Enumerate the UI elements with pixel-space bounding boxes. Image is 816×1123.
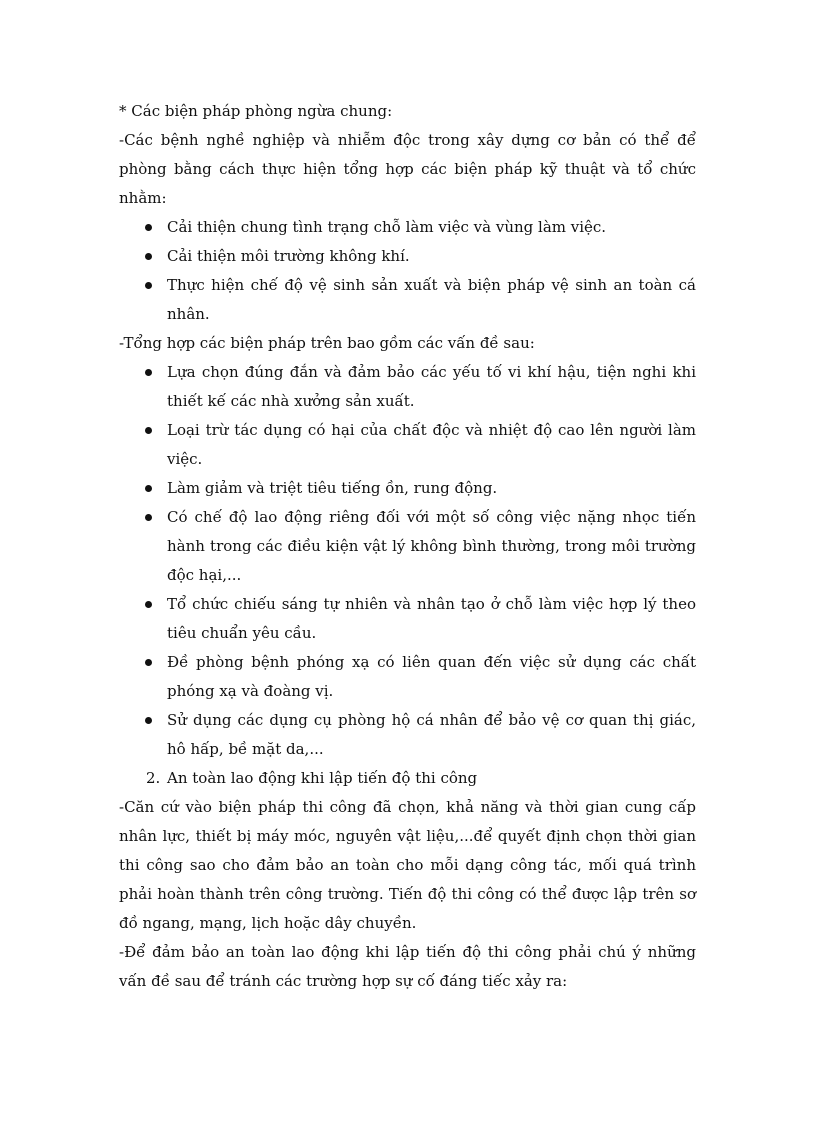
list-item: [119, 474, 696, 503]
bullet-icon: [145, 224, 152, 231]
improvement-list: [119, 213, 696, 329]
bullet-icon: [145, 514, 152, 521]
list-item-text: Cải thiện chung tình trạng chỗ làm việc và vùng làm việc.: [167, 218, 607, 236]
list-item: [119, 213, 696, 242]
list-item: [119, 271, 696, 329]
bullet-icon: [145, 717, 152, 724]
closing-paragraph: -Để đảm bảo an toàn lao động khi lập tiến độ thi công phải chú ý những vấn đề sau để tránh các trường hợp sự cố đáng tiếc xảy ra:: [119, 943, 696, 990]
list-item: [119, 416, 696, 474]
bullet-icon: [145, 369, 152, 376]
list-item-text: Sử dụng các dụng cụ phòng hộ cá nhân để bảo vệ cơ quan thị giác, hô hấp, bề mặt da,...: [167, 711, 696, 758]
summary-paragraph: -Tổng hợp các biện pháp trên bao gồm các vấn đề sau:: [119, 334, 535, 352]
bullet-icon: [145, 282, 152, 289]
bullet-icon: [145, 601, 152, 608]
list-item: [119, 242, 696, 271]
list-item-text: Cải thiện môi trường không khí.: [167, 247, 410, 265]
section-number: 2.: [146, 769, 161, 787]
section-heading: [119, 764, 696, 793]
list-item-text: Thực hiện chế độ vệ sinh sản xuất và biện pháp vệ sinh an toàn cá nhân.: [167, 276, 696, 323]
list-item: [119, 358, 696, 416]
list-item-text: Loại trừ tác dụng có hại của chất độc và nhiệt độ cao lên người làm việc.: [167, 421, 696, 468]
bullet-icon: [145, 427, 152, 434]
section-title: An toàn lao động khi lập tiến độ thi công: [167, 769, 478, 787]
list-item: [119, 503, 696, 590]
document-body: [119, 97, 696, 996]
bullet-icon: [145, 485, 152, 492]
bullet-icon: [145, 253, 152, 260]
list-item: [119, 706, 696, 764]
list-item-text: Có chế độ lao động riêng đối với một số công việc nặng nhọc tiến hành trong các điều kiện vật lý không bình thường, trong môi trường độc hại,...: [167, 508, 696, 584]
schedule-paragraph: -Căn cứ vào biện pháp thi công đã chọn, khả năng và thời gian cung cấp nhân lực, thiết bị máy móc, nguyên vật liệu,...để quyết định chọn thời gian thi công sao cho đảm bảo an toàn cho mỗi dạng công tác, mối quá trình phải hoàn thành trên công trường. Tiến độ thi công có thể được lập trên sơ đồ ngang, mạng, lịch hoặc dây chuyền.: [119, 798, 696, 932]
list-item-text: Đề phòng bệnh phóng xạ có liên quan đến việc sử dụng các chất phóng xạ và đoàng vị.: [167, 653, 696, 700]
list-item-text: Làm giảm và triệt tiêu tiếng ồn, rung động.: [167, 479, 498, 497]
list-item-text: Lựa chọn đúng đắn và đảm bảo các yếu tố vi khí hậu, tiện nghi khi thiết kế các nhà xưởng sản xuất.: [167, 363, 696, 410]
general-measures-heading: * Các biện pháp phòng ngừa chung:: [119, 102, 393, 120]
list-item-text: Tổ chức chiếu sáng tự nhiên và nhân tạo ở chỗ làm việc hợp lý theo tiêu chuẩn yêu cầu.: [167, 595, 696, 642]
list-item: [119, 648, 696, 706]
list-item: [119, 590, 696, 648]
intro-paragraph: -Các bệnh nghề nghiệp và nhiễm độc trong xây dựng cơ bản có thể để phòng bằng cách thực hiện tổng hợp các biện pháp kỹ thuật và tổ chức nhằm:: [119, 131, 696, 207]
bullet-icon: [145, 659, 152, 666]
measures-list: [119, 358, 696, 764]
